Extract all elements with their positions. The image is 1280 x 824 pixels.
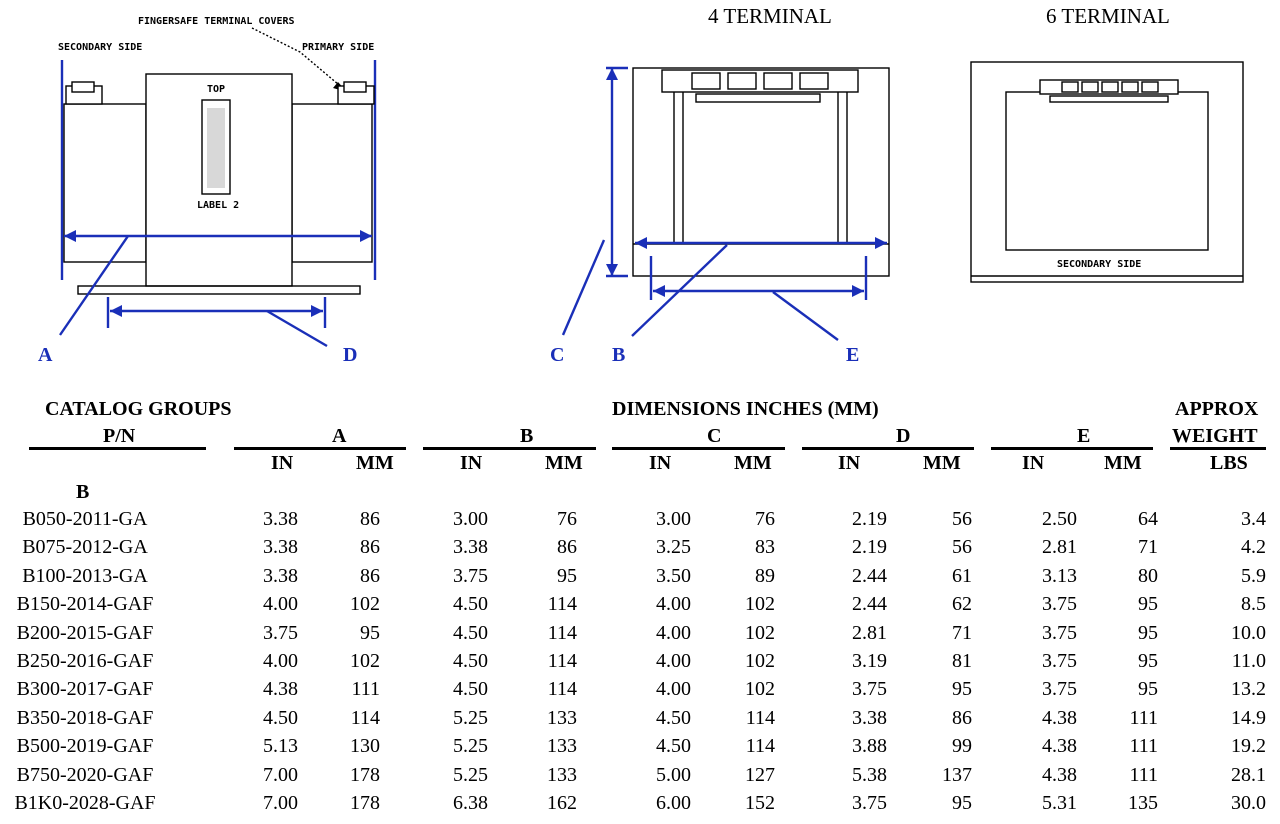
rule-weight [1170,447,1266,450]
cell-b-mm: 162 [547,792,577,814]
cell-c-mm: 114 [745,735,775,758]
six-secondary-side-label: SECONDARY SIDE [1057,259,1142,270]
cell-a-in: 4.38 [263,678,298,701]
cell-d-mm: 99 [952,735,972,758]
cell-c-in: 5.00 [656,763,691,786]
four-terminal-drawing [550,4,889,366]
cell-c-in: 4.00 [656,621,691,644]
cell-c-mm: 76 [755,508,775,530]
cell-d-in: 2.19 [852,508,887,530]
cell-a-in: 7.00 [263,763,298,786]
cell-e-mm: 71 [1138,536,1158,559]
cell-c-in: 4.50 [656,735,691,758]
cell-e-mm: 80 [1138,564,1158,587]
cell-a-in: 3.38 [263,564,298,587]
cell-c-mm: 102 [745,621,775,644]
cell-b-in: 4.50 [453,621,488,644]
rule-b [423,447,596,450]
cell-pn: B050-2011-GA [22,508,148,530]
dim-a-label: A [38,344,53,366]
c-in-header: IN [649,452,672,474]
cell-b-mm: 114 [547,621,577,644]
cell-b-mm: 133 [547,735,577,758]
cell-weight: 13.2 [1231,678,1266,701]
four-terminal-title: 4 TERMINAL [708,4,832,28]
rule-a [234,447,406,450]
cell-d-mm: 62 [952,593,972,616]
cell-pn: B100-2013-GA [22,564,148,587]
c-mm-header: MM [734,452,772,474]
cell-weight: 10.0 [1231,621,1266,644]
cell-c-mm: 127 [745,763,775,786]
cell-d-mm: 71 [952,621,972,644]
dim-e-label: E [846,344,860,366]
e-in-header: IN [1022,452,1045,474]
cell-b-in: 5.25 [453,735,488,758]
cell-weight: 28.1 [1231,763,1266,786]
cell-e-mm: 95 [1138,621,1158,644]
cell-a-mm: 95 [360,621,380,644]
cell-e-in: 5.31 [1042,792,1077,814]
cell-a-mm: 114 [350,706,380,729]
cell-d-mm: 56 [952,508,972,530]
cell-weight: 30.0 [1231,792,1266,814]
cell-c-in: 3.25 [656,536,691,559]
cell-weight: 19.2 [1231,735,1266,758]
six-terminal-title: 6 TERMINAL [1046,4,1170,28]
cell-b-mm: 114 [547,593,577,616]
cell-a-mm: 178 [350,763,380,786]
d-in-header: IN [838,452,861,474]
cell-d-mm: 86 [952,706,972,729]
label-2: LABEL 2 [197,200,240,211]
cell-d-in: 3.19 [852,650,887,672]
cell-pn: B350-2018-GAF [16,706,154,729]
e-mm-header: MM [1104,452,1142,474]
cell-weight: 11.0 [1231,650,1266,672]
cell-a-in: 4.00 [263,593,298,616]
cell-b-in: 6.38 [453,792,488,814]
cell-e-mm: 95 [1138,678,1158,701]
cell-d-in: 2.44 [852,593,887,616]
cell-a-in: 3.75 [263,621,298,644]
dim-b-label: B [612,344,626,366]
dimensions-title: DIMENSIONS INCHES (MM) [612,398,879,420]
cell-b-mm: 86 [557,536,577,559]
cell-d-mm: 95 [952,792,972,814]
cell-e-in: 4.38 [1042,706,1077,729]
dim-d-label: D [343,344,358,366]
cell-c-in: 4.50 [656,706,691,729]
cell-b-mm: 114 [547,650,577,672]
cell-e-mm: 135 [1128,792,1158,814]
cell-e-in: 4.38 [1042,763,1077,786]
cell-pn: B075-2012-GA [22,536,148,559]
left-view-drawing [38,16,375,366]
fingersafe-covers-callout: FINGERSAFE TERMINAL COVERS [138,16,295,27]
cell-e-mm: 95 [1138,650,1158,672]
approx-header: APPROX [1175,398,1259,420]
cell-d-in: 3.38 [852,706,887,729]
cell-a-mm: 86 [360,564,380,587]
cell-a-mm: 86 [360,536,380,559]
top-label: TOP [207,84,226,95]
cell-weight: 4.2 [1241,536,1266,559]
cell-a-mm: 111 [351,678,380,701]
cell-e-mm: 95 [1138,593,1158,616]
cell-e-in: 3.13 [1042,564,1077,587]
d-mm-header: MM [923,452,961,474]
cell-weight: 3.4 [1241,508,1266,530]
cell-e-mm: 111 [1129,735,1158,758]
cell-d-in: 2.44 [852,564,887,587]
cell-weight: 14.9 [1231,706,1266,729]
cell-e-in: 4.38 [1042,735,1077,758]
cell-a-mm: 86 [360,508,380,530]
cell-d-in: 2.19 [852,536,887,559]
cell-a-in: 4.50 [263,706,298,729]
col-e-header: E [1077,425,1091,447]
cell-c-mm: 152 [745,792,775,814]
a-mm-header: MM [356,452,394,474]
b-in-header: IN [460,452,483,474]
lbs-header: LBS [1210,452,1248,474]
col-c-header: C [707,425,722,447]
cell-a-mm: 102 [350,593,380,616]
cell-d-in: 3.75 [852,792,887,814]
cell-a-mm: 102 [350,650,380,672]
cell-e-in: 2.81 [1042,536,1077,559]
a-in-header: IN [271,452,294,474]
cell-pn: B150-2014-GAF [16,593,154,616]
cell-pn: B500-2019-GAF [16,735,154,758]
secondary-side-label: SECONDARY SIDE [58,42,143,53]
rule-c [612,447,785,450]
cell-d-mm: 56 [952,536,972,559]
cell-d-mm: 61 [952,564,972,587]
cell-c-in: 4.00 [656,678,691,701]
cell-a-in: 4.00 [263,650,298,672]
cell-a-in: 7.00 [263,792,298,814]
cell-b-mm: 76 [557,508,577,530]
weight-header: WEIGHT [1172,425,1258,447]
cell-e-in: 3.75 [1042,650,1077,672]
cell-e-in: 2.50 [1042,508,1077,530]
cell-a-in: 3.38 [263,508,298,530]
cell-c-mm: 114 [745,706,775,729]
cell-b-in: 4.50 [453,593,488,616]
cell-c-in: 4.00 [656,650,691,672]
group-label: B [76,481,90,503]
cell-a-in: 3.38 [263,536,298,559]
cell-d-mm: 81 [952,650,972,672]
cell-d-in: 3.75 [852,678,887,701]
cell-e-mm: 111 [1129,763,1158,786]
cell-pn: B250-2016-GAF [16,650,154,672]
col-b-header: B [520,425,534,447]
six-terminal-drawing [971,4,1243,282]
cell-b-in: 4.50 [453,650,488,672]
cell-b-mm: 133 [547,706,577,729]
cell-c-mm: 89 [755,564,775,587]
cell-pn: B750-2020-GAF [16,763,154,786]
cell-c-mm: 102 [745,650,775,672]
cell-d-mm: 137 [942,763,972,786]
cell-b-in: 3.75 [453,564,488,587]
rule-e [991,447,1153,450]
cell-e-mm: 64 [1138,508,1158,530]
cell-c-mm: 102 [745,678,775,701]
cell-a-mm: 130 [350,735,380,758]
catalog-groups-header: CATALOG GROUPS [45,398,232,420]
primary-side-label: PRIMARY SIDE [302,42,375,53]
cell-b-mm: 133 [547,763,577,786]
cell-e-in: 3.75 [1042,678,1077,701]
cell-d-mm: 95 [952,678,972,701]
cell-b-in: 3.00 [453,508,488,530]
cell-b-mm: 114 [547,678,577,701]
cell-pn: B300-2017-GAF [16,678,154,701]
cell-pn: B1K0-2028-GAF [14,792,156,814]
dimension-drawings [0,0,1280,380]
cell-b-in: 5.25 [453,763,488,786]
cell-pn: B200-2015-GAF [16,621,154,644]
cell-b-in: 5.25 [453,706,488,729]
cell-c-mm: 102 [745,593,775,616]
cell-b-in: 3.38 [453,536,488,559]
cell-e-in: 3.75 [1042,621,1077,644]
cell-c-mm: 83 [755,536,775,559]
cell-b-mm: 95 [557,564,577,587]
rule-pn [29,447,206,450]
col-a-header: A [332,425,347,447]
cell-d-in: 5.38 [852,763,887,786]
cell-a-mm: 178 [350,792,380,814]
cell-c-in: 3.50 [656,564,691,587]
cell-d-in: 2.81 [852,621,887,644]
pn-header: P/N [103,425,136,447]
cell-c-in: 6.00 [656,792,691,814]
col-d-header: D [896,425,911,447]
cell-b-in: 4.50 [453,678,488,701]
cell-weight: 5.9 [1241,564,1266,587]
cell-e-mm: 111 [1129,706,1158,729]
dim-c-label: C [550,344,565,366]
cell-e-in: 3.75 [1042,593,1077,616]
cell-d-in: 3.88 [852,735,887,758]
cell-a-in: 5.13 [263,735,298,758]
cell-c-in: 4.00 [656,593,691,616]
cell-weight: 8.5 [1241,593,1266,616]
b-mm-header: MM [545,452,583,474]
rule-d [802,447,974,450]
cell-c-in: 3.00 [656,508,691,530]
